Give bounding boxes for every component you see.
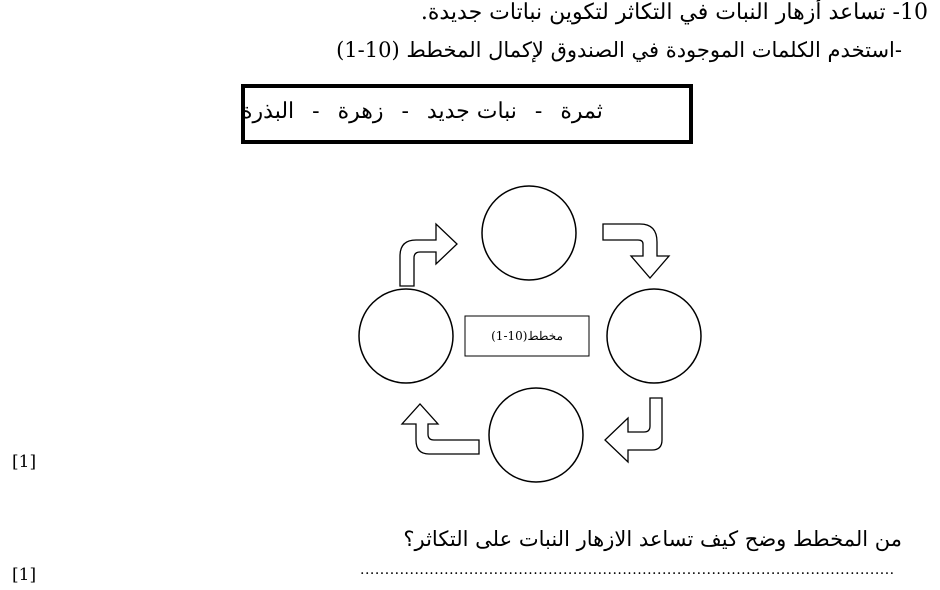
cycle-circle-left [359, 289, 453, 383]
question-title: 10- تساعد أزهار النبات في التكاثر لتكوين نباتات جديدة. [420, 0, 928, 25]
cycle-arrow-top-right-icon [603, 224, 669, 278]
cycle-circle-top [482, 186, 576, 280]
answer-line[interactable]: ............................................................................................................ [360, 562, 895, 578]
word-seed: البذرة [241, 98, 295, 124]
cycle-circle-bottom [489, 388, 583, 482]
word-separator: - [401, 98, 409, 124]
diagram-label: مخطط(10-1) [491, 329, 563, 343]
word-flower: زهرة [337, 98, 384, 124]
mark-allocation: [1] [12, 452, 37, 472]
cycle-circle-right [607, 289, 701, 383]
question-instruction: -استخدم الكلمات الموجودة في الصندوق لإكمال المخطط (10-1) [336, 38, 902, 62]
mark-allocation: [1] [12, 565, 37, 585]
cycle-arrow-bottom-right-icon [605, 398, 662, 462]
follow-up-question: من المخطط وضح كيف تساعد الازهار النبات على التكاثر؟ [403, 527, 902, 551]
word-separator: - [312, 98, 320, 124]
cycle-arrow-bottom-left-icon [402, 404, 479, 454]
cycle-arrow-top-left-icon [400, 224, 457, 286]
word-new-plant: نبات جديد [426, 98, 517, 124]
word-fruit: ثمرة [560, 98, 603, 124]
word-separator: - [534, 98, 543, 124]
